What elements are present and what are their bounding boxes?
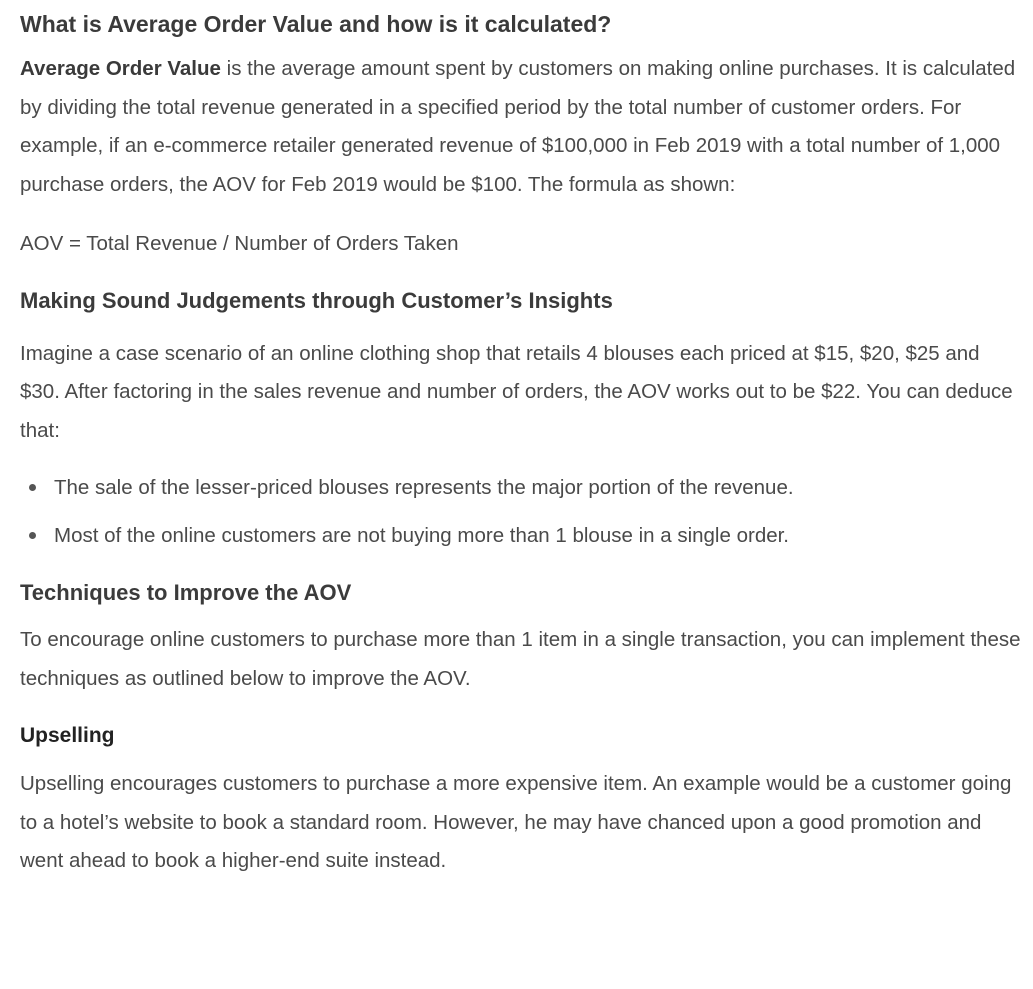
section-heading-techniques: Techniques to Improve the AOV (20, 580, 352, 605)
intro-paragraph (20, 50, 1021, 204)
list-item-text: Most of the online customers are not buying more than 1 blouse in a single order. (54, 524, 790, 547)
insights-bullet-list (20, 464, 1021, 560)
insights-paragraph: Imagine a case scenario of an online clothing shop that retails 4 blouses each priced at $15, $20, $25 and $30. After factoring in the sales revenue and number of orders, the AOV works out to be $22. You can deduce that: (20, 341, 1013, 442)
list-item-text: The sale of the lesser-priced blouses represents the major portion of the revenue. (54, 476, 794, 499)
section-heading-upselling: Upselling (20, 724, 115, 747)
list-item (20, 512, 1021, 560)
intro-term: Average Order Value (20, 57, 221, 80)
list-item (20, 464, 1021, 512)
page-title: What is Average Order Value and how is it calculated? (20, 11, 612, 37)
bullet-dot-icon (29, 532, 36, 539)
formula-line: AOV = Total Revenue / Number of Orders Taken (20, 232, 459, 255)
intro-text: is the average amount spent by customers on making online purchases. It is calculated by dividing the total revenue generated in a specified period by the total number of customer orders. For example, if an e-commerce retailer generated revenue of $100,000 in Feb 2019 with a total number of 1,000 purchase orders, the AOV for Feb 2019 would be $100. The formula as shown: (20, 57, 1016, 196)
upselling-paragraph: Upselling encourages customers to purchase a more expensive item. An example would be a customer going to a hotel’s website to book a standard room. However, he may have chanced upon a good promotion and went ahead to book a higher-end suite instead. (20, 772, 1012, 872)
techniques-paragraph: To encourage online customers to purchase more than 1 item in a single transaction, you can implement these techniques as outlined below to improve the AOV. (20, 628, 1021, 690)
section-heading-insights: Making Sound Judgements through Customer’s Insights (20, 287, 613, 313)
bullet-dot-icon (29, 484, 36, 491)
